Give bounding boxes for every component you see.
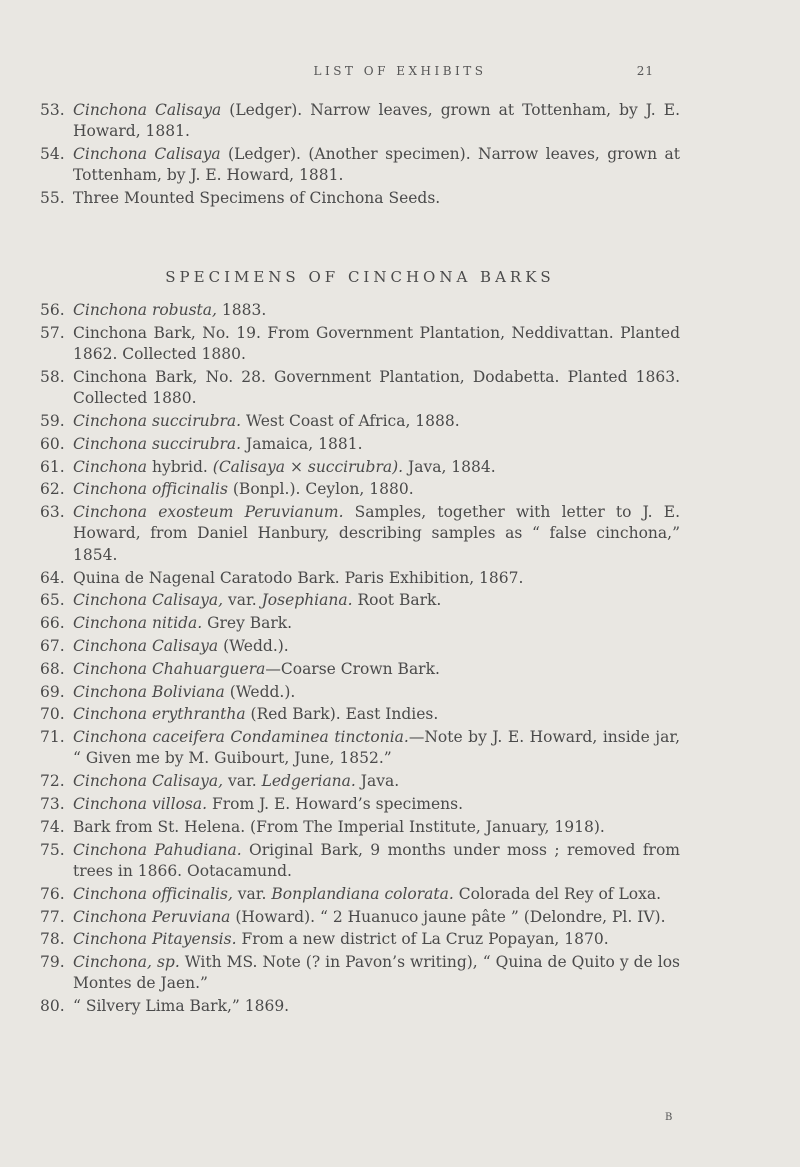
exhibit-description: Cinchona officinalis, var. Bonplandiana colorata. Colorada del Rey of Loxa. xyxy=(73,884,661,903)
exhibit-entry xyxy=(40,996,680,1017)
exhibit-number: 69. xyxy=(40,682,65,701)
exhibit-entry xyxy=(40,907,680,928)
exhibit-number: 75. xyxy=(40,840,65,859)
exhibit-description: Cinchona officinalis (Bonpl.). Ceylon, 1880. xyxy=(73,480,414,499)
running-head-title: LIST OF EXHIBITS xyxy=(313,64,487,78)
exhibit-number: 64. xyxy=(40,568,65,587)
exhibit-description: Cinchona Pahudiana. Original Bark, 9 months under moss ; removed from trees in 1866. Ootacamund. xyxy=(73,840,680,880)
exhibit-entry xyxy=(40,659,680,680)
exhibit-number: 57. xyxy=(40,323,65,342)
exhibit-number: 76. xyxy=(40,884,65,903)
exhibit-list-seeds xyxy=(40,100,680,211)
exhibit-description: Cinchona Boliviana (Wedd.). xyxy=(73,682,296,701)
exhibit-entry xyxy=(40,188,680,209)
exhibit-description: Cinchona caceifera Condaminea tinctonia.—Note by J. E. Howard, inside jar, “ Given me by M. Guibourt, June, 1852.” xyxy=(73,728,680,768)
exhibit-number: 56. xyxy=(40,301,65,319)
exhibit-description: Cinchona, sp. With MS. Note (? in Pavon’s writing), “ Quina de Quito y de los Montes de Jaen.” xyxy=(73,953,680,993)
exhibit-description: Cinchona Calisaya (Wedd.). xyxy=(73,636,289,655)
exhibit-number: 58. xyxy=(40,367,65,386)
exhibit-number: 61. xyxy=(40,457,65,476)
exhibit-description: Cinchona hybrid. (Calisaya × succirubra). Java, 1884. xyxy=(73,457,496,476)
exhibit-number: 67. xyxy=(40,636,65,655)
exhibit-entry xyxy=(40,434,680,455)
exhibit-description: Cinchona Pitayensis. From a new district of La Cruz Popayan, 1870. xyxy=(73,930,609,949)
exhibit-number: 79. xyxy=(40,953,65,972)
exhibit-entry xyxy=(40,300,680,321)
exhibit-number: 59. xyxy=(40,411,65,430)
exhibit-entry xyxy=(40,144,680,187)
exhibit-number: 65. xyxy=(40,591,65,610)
exhibit-description: Cinchona Calisaya, var. Josephiana. Root Bark. xyxy=(73,591,442,610)
exhibit-entry xyxy=(40,771,680,792)
exhibit-entry xyxy=(40,952,680,995)
exhibit-number: 55. xyxy=(40,189,65,208)
signature-mark: B xyxy=(665,1112,673,1123)
exhibit-number: 73. xyxy=(40,795,65,814)
exhibit-entry xyxy=(40,636,680,657)
exhibit-description: Cinchona nitida. Grey Bark. xyxy=(73,614,293,633)
exhibit-description: Bark from St. Helena. (From The Imperial Institute, January, 1918). xyxy=(73,817,605,836)
exhibit-entry xyxy=(40,613,680,634)
exhibit-number: 77. xyxy=(40,907,65,926)
exhibit-list-barks xyxy=(40,300,680,1019)
exhibit-number: 70. xyxy=(40,705,65,724)
exhibit-entry xyxy=(40,590,680,611)
exhibit-description: Cinchona Chahuarguera—Coarse Crown Bark. xyxy=(73,659,440,678)
exhibit-number: 66. xyxy=(40,614,65,633)
exhibit-description: Cinchona Bark, No. 28. Government Plantation, Dodabetta. Planted 1863. Collected 1880. xyxy=(73,367,680,408)
exhibit-entry xyxy=(40,727,680,770)
exhibit-entry xyxy=(40,817,680,838)
exhibit-entry xyxy=(40,929,680,950)
exhibit-number: 60. xyxy=(40,434,65,453)
exhibit-description: “ Silvery Lima Bark,” 1869. xyxy=(73,997,290,1016)
exhibit-description: Cinchona erythrantha (Red Bark). East Indies. xyxy=(73,705,439,724)
exhibit-number: 74. xyxy=(40,817,65,836)
exhibit-number: 62. xyxy=(40,480,65,499)
exhibit-number: 63. xyxy=(40,503,65,522)
exhibit-entry xyxy=(40,323,680,366)
exhibit-description: Three Mounted Specimens of Cinchona Seeds. xyxy=(73,189,441,208)
exhibit-entry xyxy=(40,411,680,432)
exhibit-entry xyxy=(40,884,680,905)
exhibit-description: Cinchona Peruviana (Howard). “ 2 Huanuco jaune pâte ” (Delondre, Pl. IV). xyxy=(73,907,666,926)
exhibit-entry xyxy=(40,794,680,815)
exhibit-number: 71. xyxy=(40,728,65,747)
exhibit-description: Cinchona Calisaya (Ledger). Narrow leaves, grown at Tottenham, by J. E. Howard, 1881. xyxy=(73,101,680,141)
exhibit-description: Cinchona robusta, 1883. xyxy=(73,301,267,319)
exhibit-description: Cinchona Bark, No. 19. From Government Plantation, Neddivattan. Planted 1862. Collected 1880. xyxy=(73,323,680,364)
page-number: 21 xyxy=(636,64,654,78)
exhibit-number: 78. xyxy=(40,930,65,949)
exhibit-description: Cinchona Calisaya, var. Ledgeriana. Java. xyxy=(73,772,400,791)
exhibit-number: 80. xyxy=(40,997,65,1016)
exhibit-description: Cinchona villosa. From J. E. Howard’s specimens. xyxy=(73,795,464,814)
section-heading: SPECIMENS OF CINCHONA BARKS xyxy=(165,268,555,286)
exhibit-entry xyxy=(40,367,680,410)
exhibit-entry xyxy=(40,840,680,883)
exhibit-number: 68. xyxy=(40,659,65,678)
exhibit-entry xyxy=(40,704,680,725)
exhibit-entry xyxy=(40,457,680,478)
exhibit-description: Cinchona succirubra. West Coast of Africa, 1888. xyxy=(73,411,460,430)
exhibit-number: 54. xyxy=(40,145,65,164)
exhibit-entry xyxy=(40,100,680,143)
exhibit-description: Quina de Nagenal Caratodo Bark. Paris Exhibition, 1867. xyxy=(73,568,524,587)
exhibit-entry xyxy=(40,568,680,589)
exhibit-description: Cinchona succirubra. Jamaica, 1881. xyxy=(73,434,363,453)
exhibit-description: Cinchona exosteum Peruvianum. Samples, together with letter to J. E. Howard, from Daniel Hanbury, describing samples as “ false cinchona,” 1854. xyxy=(73,503,681,564)
exhibit-entry xyxy=(40,479,680,500)
exhibit-entry xyxy=(40,682,680,703)
running-head xyxy=(0,64,800,84)
exhibit-number: 72. xyxy=(40,772,65,791)
exhibit-number: 53. xyxy=(40,101,65,119)
exhibit-description: Cinchona Calisaya (Ledger). (Another specimen). Narrow leaves, grown at Tottenham, by J. E. Howard, 1881. xyxy=(73,145,681,185)
exhibit-entry xyxy=(40,502,680,566)
